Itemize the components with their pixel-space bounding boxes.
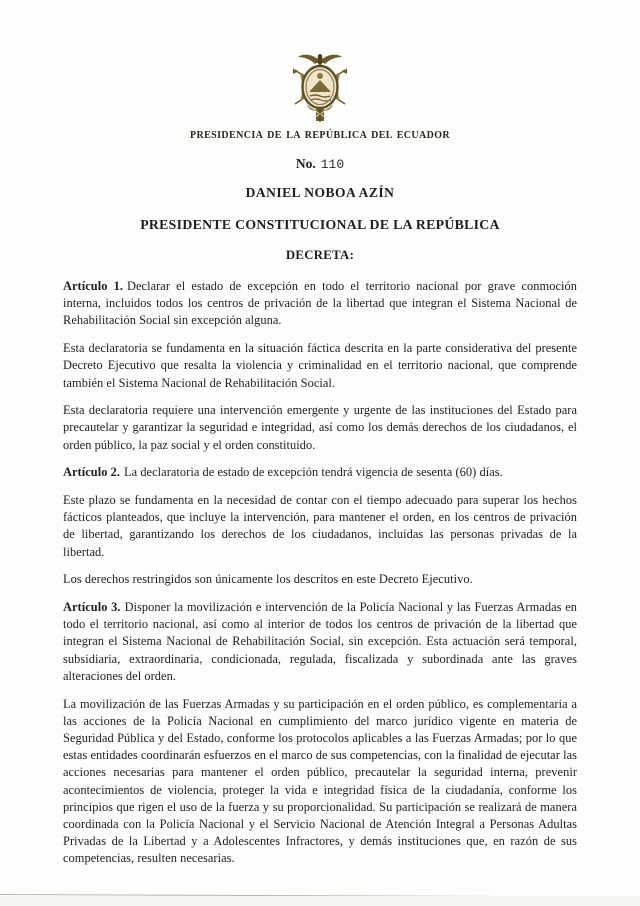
paragraph-text: Esta declaratoria requiere una intervención emergente y urgente de las instituciones del Estado para precautelar y garantizar la seguridad e integridad, así como los demás derechos de los ciudadanos, el orden público, la paz social y el orden constituido.	[63, 403, 577, 452]
paragraph-article-1	[63, 278, 577, 330]
paragraph-text: Esta declaratoria se fundamenta en la situación fáctica descrita en la parte considerativa del presente Decreto Ejecutivo que resalta la violencia y criminalidad en el territorio nacional, que comprende también el Sistema Nacional de Rehabilitación Social.	[63, 341, 577, 390]
paragraph	[63, 696, 577, 868]
paragraph-text: La movilización de las Fuerzas Armadas y su participación en el orden público, es complementaria a las acciones de la Policía Nacional en cumplimiento del marco jurídico vigente en materia de Seguridad Pública y del Estado, conforme los protocolos aplicables a las Fuerzas Armadas; por lo que estas entidades coordinarán esfuerzos en el marco de sus competencias, con la finalidad de ejecutar las acciones necesarias para mantener el orden público, precautelar la seguridad interna, prevenir acontecimientos de violencia, proteger la vida e integridad física de la ciudadanía, conforme los principios que rigen el uso de la fuerza y su proporcionalidad. Su participación se realizará de manera coordinada con la Policía Nacional y el Servicio Nacional de Atención Integral a Personas Adultas Privadas de la Libertad y a Adolescentes Infractores, y demás instituciones que, en razón de sus competencias, resulten necesarias.	[63, 696, 577, 866]
president-title: PRESIDENTE CONSTITUCIONAL DE LA REPÚBLICA	[140, 217, 500, 232]
article-1-label: Artículo 1.	[63, 279, 123, 293]
paragraph-article-2	[63, 464, 577, 481]
scan-page-edge-shadow	[0, 896, 640, 906]
decree-body	[63, 278, 577, 868]
decree-heading: DECRETA:	[285, 248, 355, 262]
paragraph	[63, 571, 577, 588]
article-1-text: Declarar el estado de excepción en todo el territorio nacional por grave conmoción interna, incluidos todos los centros de privación de la libertad que integran el Sistema Nacional de Rehabilitación Social sin excepción alguna.	[63, 279, 577, 328]
article-3-text: Disponer la movilización e intervención de la Policía Nacional y las Fuerzas Armadas en todo el territorio nacional, así como al interior de todos los centros de privación de la libertad que integran el Sistema Nacional de Rehabilitación Social, sin excepción. Esta actuación será temporal, subsidiaria, extraordinaria, condicionada, regulada, fiscalizada y subordinada ante las graves alteraciones del orden.	[63, 600, 577, 683]
article-2-text: La declaratoria de estado de excepción tendrá vigencia de sesenta (60) días.	[124, 465, 503, 480]
paragraph	[63, 340, 577, 392]
paragraph-text: Este plazo se fundamenta en la necesidad de contar con el tiempo adecuado para superar los hechos fácticos planteados, que incluye la intervención, para mantener el orden, en los centros de privación de libertad, garantizando los derechos de los ciudadanos, incluidas las personas privadas de la libertad.	[63, 493, 577, 559]
decree-number-value: 110	[320, 157, 345, 172]
paragraph	[63, 492, 577, 561]
decree-number-line	[63, 156, 577, 172]
president-name: DANIEL NOBOA AZÍN	[245, 185, 395, 200]
paragraph-text: Los derechos restringidos son únicamente los descritos en este Decreto Ejecutivo.	[63, 572, 473, 587]
institution-heading: PRESIDENCIA DE LA REPÚBLICA DEL ECUADOR	[189, 130, 451, 141]
article-3-label: Artículo 3.	[63, 600, 121, 615]
article-2-label: Artículo 2.	[63, 465, 120, 480]
paragraph	[63, 402, 577, 454]
decree-number-label: No.	[295, 156, 316, 171]
paragraph-article-3	[63, 599, 577, 685]
ecuador-coat-of-arms-icon	[285, 52, 355, 125]
